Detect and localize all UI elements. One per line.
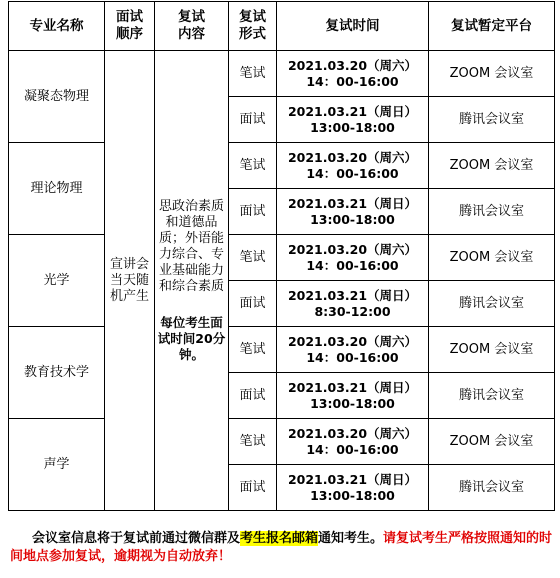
- header-row: [9, 2, 555, 51]
- platform-cell: 腾讯会议室: [429, 97, 555, 143]
- platform-cell: ZOOM 会议室: [429, 327, 555, 373]
- content-cell: [155, 51, 229, 511]
- platform-cell: 腾讯会议室: [429, 465, 555, 511]
- table-row: [9, 235, 555, 281]
- header-content: 复试 内容: [155, 2, 229, 51]
- content-text: 思政治素质和道德品质；外语能力综合、专业基础能力和综合素质: [158, 198, 224, 294]
- content-emphasis: 每位考生面试时间20分钟。: [157, 314, 226, 362]
- platform-cell: 腾讯会议室: [429, 189, 555, 235]
- order-cell: 宣讲会当天随机产生: [105, 51, 155, 511]
- time-cell: 2021.03.20（周六） 14：00-16:00: [277, 51, 429, 97]
- table-row: [9, 143, 555, 189]
- platform-cell: 腾讯会议室: [429, 373, 555, 419]
- schedule-table: [8, 1, 555, 511]
- form-cell: 笔试: [229, 51, 277, 97]
- major-cell: 光学: [9, 235, 105, 327]
- notice-text-end: 通知考生。: [318, 531, 384, 546]
- notice-warning: 请复试考生严格按照通知的时间地点参加复试，逾期视为自动放弃！: [10, 531, 553, 564]
- form-cell: 笔试: [229, 327, 277, 373]
- form-cell: 笔试: [229, 143, 277, 189]
- header-major: 专业名称: [9, 2, 105, 51]
- platform-cell: 腾讯会议室: [429, 281, 555, 327]
- table-row: [9, 327, 555, 373]
- time-cell: 2021.03.21（周日） 13:00-18:00: [277, 373, 429, 419]
- notice-paragraph: [10, 530, 555, 566]
- platform-cell: ZOOM 会议室: [429, 235, 555, 281]
- form-cell: 面试: [229, 281, 277, 327]
- time-cell: 2021.03.21（周日） 13:00-18:00: [277, 189, 429, 235]
- platform-cell: ZOOM 会议室: [429, 51, 555, 97]
- platform-cell: ZOOM 会议室: [429, 143, 555, 189]
- major-cell: 教育技术学: [9, 327, 105, 419]
- header-order: 面试 顺序: [105, 2, 155, 51]
- form-cell: 面试: [229, 465, 277, 511]
- table-row: [9, 51, 555, 97]
- major-cell: 理论物理: [9, 143, 105, 235]
- form-cell: 面试: [229, 97, 277, 143]
- major-cell: 凝聚态物理: [9, 51, 105, 143]
- time-cell: 2021.03.21（周日） 13:00-18:00: [277, 465, 429, 511]
- form-cell: 面试: [229, 189, 277, 235]
- form-cell: 笔试: [229, 419, 277, 465]
- form-cell: 面试: [229, 373, 277, 419]
- time-cell: 2021.03.21（周日） 8:30-12:00: [277, 281, 429, 327]
- time-cell: 2021.03.20（周六） 14：00-16:00: [277, 143, 429, 189]
- header-platform: 复试暂定平台: [429, 2, 555, 51]
- time-cell: 2021.03.20（周六） 14：00-16:00: [277, 327, 429, 373]
- major-cell: 声学: [9, 419, 105, 511]
- time-cell: 2021.03.20（周六） 14：00-16:00: [277, 235, 429, 281]
- time-cell: 2021.03.20（周六） 14：00-16:00: [277, 419, 429, 465]
- time-cell: 2021.03.21（周日） 13:00-18:00: [277, 97, 429, 143]
- table-row: [9, 419, 555, 465]
- form-cell: 笔试: [229, 235, 277, 281]
- platform-cell: ZOOM 会议室: [429, 419, 555, 465]
- header-time: 复试时间: [277, 2, 429, 51]
- header-form: 复试 形式: [229, 2, 277, 51]
- notice-text: 会议室信息将于复试前通过微信群及: [32, 531, 241, 546]
- notice-highlight: 考生报名邮箱: [240, 531, 319, 546]
